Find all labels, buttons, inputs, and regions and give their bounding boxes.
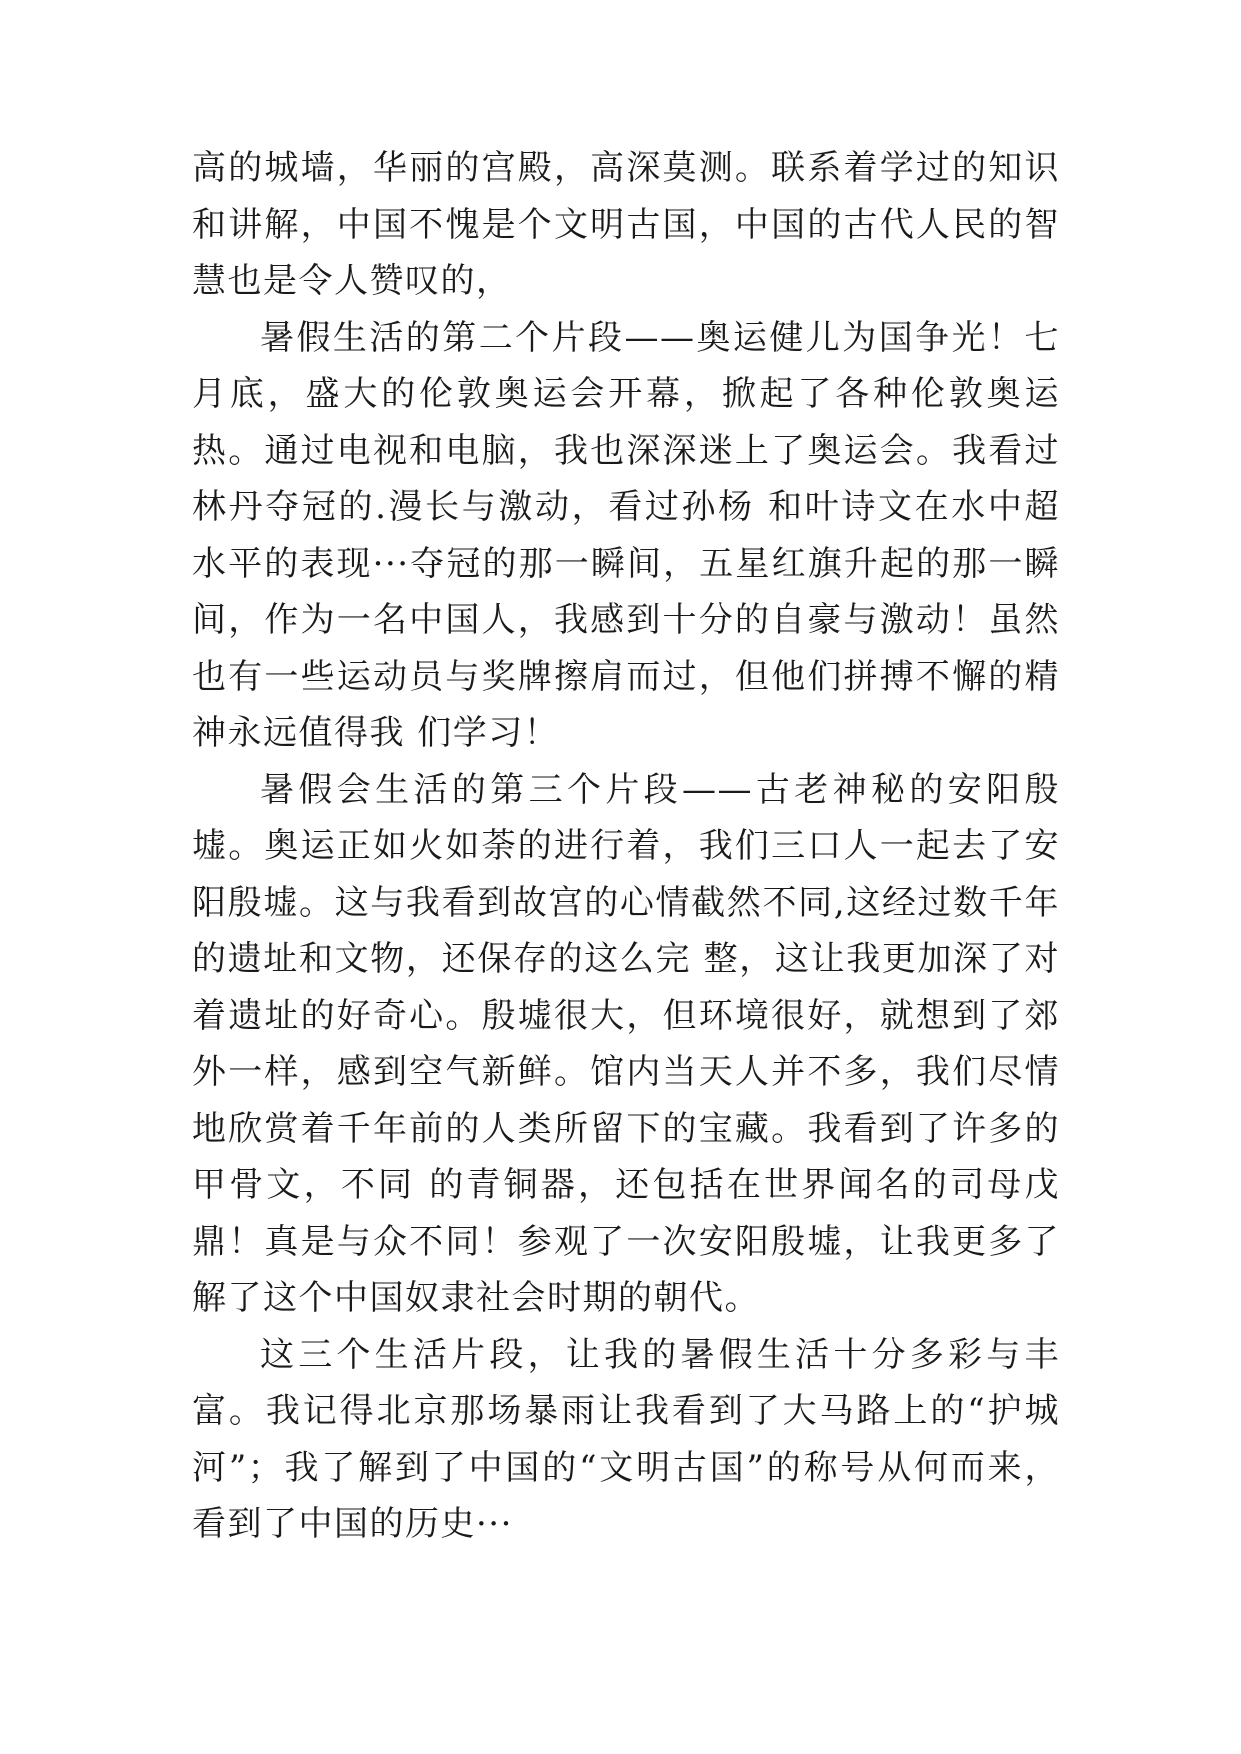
- body-text: [192, 140, 1060, 1553]
- paragraph-2: 暑假生活的第二个片段——奥运健儿为国争光！七月底，盛大的伦敦奥运会开幕，掀起了各种伦敦奥运热。通过电视和电脑，我也深深迷上了奥运会。我看过林丹夺冠的.漫长与激动，看过孙杨 和叶诗文在水中超水平的表现···夺冠的那一瞬间，五星红旗升起的那一瞬间，作为一名中国人，我感到十分的自豪与激动！虽然也有一些运动员与奖牌擦肩而过，但他们拼搏不懈的精神永远值得我 们学习！: [192, 317, 1060, 753]
- paragraph-4: 这三个生活片段，让我的暑假生活十分多彩与丰富。我记得北京那场暴雨让我看到了大马路上的“护城河”；我了解到了中国的“文明古国”的称号从何而来，看到了中国的历史···: [192, 1334, 1060, 1544]
- paragraph-1: 高的城墙，华丽的宫殿，高深莫测。联系着学过的知识和讲解，中国不愧是个文明古国，中国的古代人民的智慧也是令人赞叹的，: [192, 148, 1060, 301]
- paragraph-3: 暑假会生活的第三个片段——古老神秘的安阳殷墟。奥运正如火如荼的进行着，我们三口人一起去了安阳殷墟。这与我看到故宫的心情截然不同,这经过数千年的遗址和文物，还保存的这么完 整，这让我更加深了对着遗址的好奇心。殷墟很大，但环境很好，就想到了郊外一样，感到空气新鲜。馆内当天人并不多，我们尽情地欣赏着千年前的人类所留下的宝藏。我看到了许多的甲骨文，不同 的青铜器，还包括在世界闻名的司母戊鼎！真是与众不同！参观了一次安阳殷墟，让我更多了解了这个中国奴隶社会时期的朝代。: [192, 769, 1060, 1318]
